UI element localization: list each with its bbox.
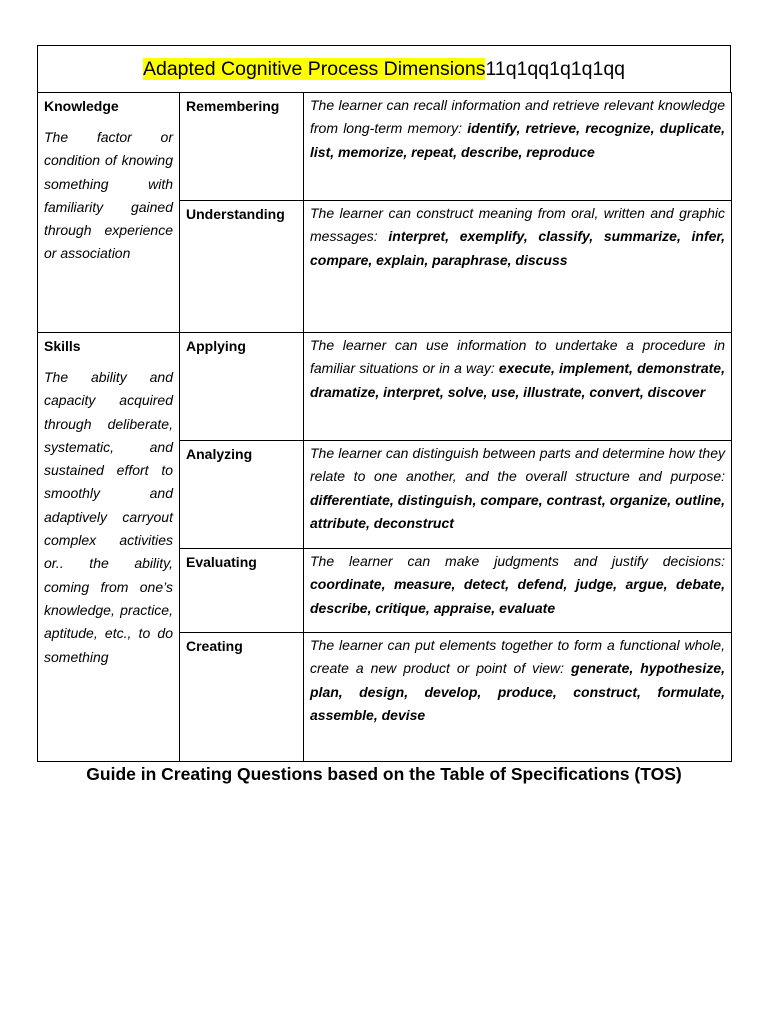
- action-verbs: coordinate, measure, detect, defend, judge, argue, debate, describe, critique, appraise, evaluate: [310, 576, 725, 616]
- category-description: The factor or condition of knowing something with familiarity gained through experience or association: [44, 129, 173, 262]
- category-description: The ability and capacity acquired through deliberate, systematic, and sustained effort to smoothly and adaptively carryout complex activities or.. the ability, coming from one’s knowledge, practice, aptitude, etc., to do something: [44, 369, 173, 665]
- level-cell: [180, 549, 304, 633]
- level-cell: [180, 633, 304, 762]
- table-row: [38, 333, 732, 441]
- title-box: [37, 45, 731, 92]
- category-title: Skills: [44, 338, 81, 354]
- action-verbs: generate, hypothesize, plan, design, develop, produce, construct, formulate, assemble, devise: [310, 660, 726, 723]
- level-description: The learner can construct meaning from oral, written and graphic messages: interpret, exemplify, classify, summarize, infer, compare, explain, paraphrase, discuss: [310, 205, 725, 268]
- level-name: Applying: [186, 338, 246, 354]
- level-cell: [180, 441, 304, 549]
- description-cell: [304, 549, 732, 633]
- level-description: The learner can use information to undertake a procedure in familiar situations or in a way: execute, implement, demonstrate, dramatize, interpret, solve, use, illustrate, convert, discover: [310, 337, 725, 400]
- level-cell: [180, 201, 304, 333]
- category-cell-skills: [38, 333, 180, 762]
- description-cell: [304, 333, 732, 441]
- level-description: The learner can distinguish between parts and determine how they relate to one another, and the overall structure and purpose: differentiate, distinguish, compare, contrast, organize, outline, attribute, deconstruct: [310, 445, 725, 531]
- category-title: Knowledge: [44, 98, 119, 114]
- description-cell: [304, 633, 732, 762]
- table-caption: Guide in Creating Questions based on the Table of Specifications (TOS): [86, 764, 682, 784]
- action-verbs: interpret, exemplify, classify, summarize, infer, compare, explain, paraphrase, discuss: [310, 228, 725, 268]
- level-name: Evaluating: [186, 554, 257, 570]
- page-title: [143, 56, 625, 83]
- cognitive-process-table: [37, 92, 732, 762]
- level-name: Remembering: [186, 98, 280, 114]
- level-description: The learner can recall information and retrieve relevant knowledge from long-term memory: identify, retrieve, recognize, duplicate, list, memorize, repeat, describe, reproduce: [310, 97, 726, 160]
- level-name: Understanding: [186, 206, 285, 222]
- description-cell: [304, 441, 732, 549]
- level-name: Creating: [186, 638, 243, 654]
- category-cell-knowledge: [38, 93, 180, 333]
- level-cell: [180, 93, 304, 201]
- level-description: The learner can put elements together to form a functional whole, create a new product or point of view: generate, hypothesize, plan, design, develop, produce, construct, formulate, assemble, devise: [310, 637, 726, 723]
- level-description: The learner can make judgments and justify decisions: coordinate, measure, detect, defend, judge, argue, debate, describe, critique, appraise, evaluate: [310, 553, 725, 616]
- description-cell: [304, 93, 732, 201]
- title-suffix: 11q1qq1q1q1qq: [485, 57, 626, 80]
- level-cell: [180, 333, 304, 441]
- title-highlighted: Adapted Cognitive Process Dimensions: [142, 57, 486, 80]
- description-cell: [304, 201, 732, 333]
- action-verbs: execute, implement, demonstrate, dramatize, interpret, solve, use, illustrate, convert, discover: [310, 360, 725, 400]
- action-verbs: identify, retrieve, recognize, duplicate, list, memorize, repeat, describe, reproduce: [310, 120, 726, 160]
- level-name: Analyzing: [186, 446, 253, 462]
- action-verbs: differentiate, distinguish, compare, contrast, organize, outline, attribute, deconstruct: [310, 491, 725, 531]
- table-row: [38, 93, 732, 201]
